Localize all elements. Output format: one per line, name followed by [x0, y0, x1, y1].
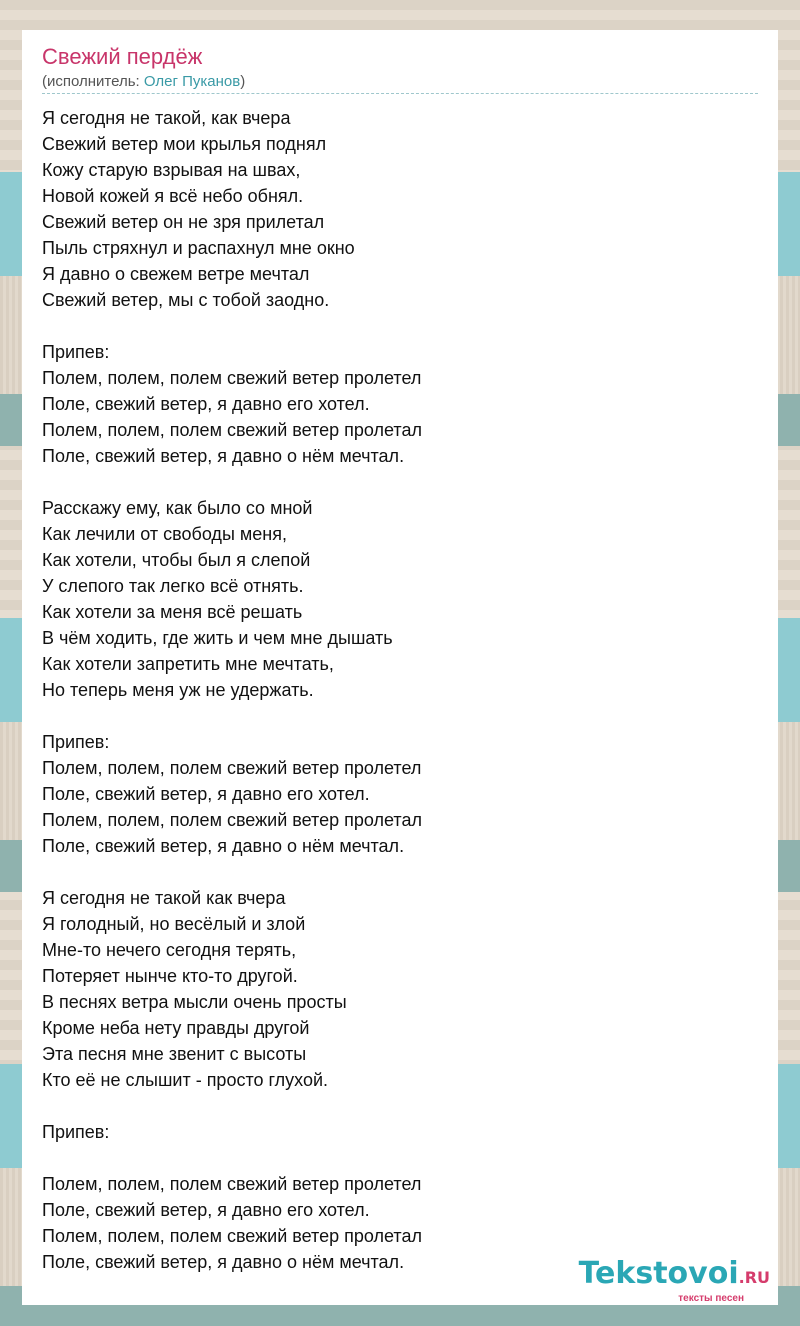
- logo-tagline: тексты песен: [678, 1293, 744, 1304]
- lyric-line: Пыль стряхнул и распахнул мне окно: [42, 238, 355, 258]
- logo-wordmark: [579, 1258, 770, 1294]
- logo-tld: .RU: [738, 1268, 770, 1287]
- lyric-line: Кожу старую взрывая на швах,: [42, 160, 301, 180]
- lyric-line: Расскажу ему, как было со мной: [42, 498, 313, 518]
- lyric-line: Свежий ветер мои крылья поднял: [42, 134, 327, 154]
- lyric-line: Припев:: [42, 1122, 110, 1142]
- lyric-line: Припев:: [42, 732, 110, 752]
- lyric-line: Я сегодня не такой как вчера: [42, 888, 286, 908]
- lyric-line: Я голодный, но весёлый и злой: [42, 914, 306, 934]
- lyric-blank-line: [42, 859, 758, 885]
- lyric-line: В чём ходить, где жить и чем мне дышать: [42, 628, 393, 648]
- lyric-line: Как хотели запретить мне мечтать,: [42, 654, 334, 674]
- lyric-line: Потеряет нынче кто-то другой.: [42, 966, 298, 986]
- lyrics-text: [42, 105, 758, 1275]
- lyric-blank-line: [42, 313, 758, 339]
- lyric-line: Полем, полем, полем свежий ветер пролетел: [42, 1174, 422, 1194]
- lyric-line: Я сегодня не такой, как вчера: [42, 108, 291, 128]
- lyric-line: Как хотели за меня всё решать: [42, 602, 303, 622]
- lyric-line: Новой кожей я всё небо обнял.: [42, 186, 304, 206]
- lyric-line: Как лечили от свободы меня,: [42, 524, 287, 544]
- lyric-line: Полем, полем, полем свежий ветер пролетел: [42, 758, 422, 778]
- artist-link[interactable]: Олег Пуканов: [143, 73, 241, 90]
- lyric-line: Полем, полем, полем свежий ветер пролетал: [42, 810, 422, 830]
- lyric-line: Я давно о свежем ветре мечтал: [42, 264, 310, 284]
- lyric-line: Полем, полем, полем свежий ветер пролетал: [42, 1226, 422, 1246]
- lyric-line: У слепого так легко всё отнять.: [42, 576, 304, 596]
- lyric-line: Кроме неба нету правды другой: [42, 1018, 310, 1038]
- lyric-blank-line: [42, 1093, 758, 1119]
- lyric-blank-line: [42, 1145, 758, 1171]
- lyric-line: Полем, полем, полем свежий ветер пролетел: [42, 368, 422, 388]
- lyric-line: Поле, свежий ветер, я давно о нём мечтал.: [42, 1252, 405, 1272]
- lyric-line: Поле, свежий ветер, я давно его хотел.: [42, 1200, 370, 1220]
- lyric-line: Эта песня мне звенит с высоты: [42, 1044, 307, 1064]
- lyric-line: Свежий ветер, мы с тобой заодно.: [42, 290, 330, 310]
- divider: [42, 93, 758, 94]
- song-title: Свежий пердёж: [42, 44, 203, 69]
- logo-name: Tekstovoi: [578, 1256, 739, 1291]
- lyric-line: В песнях ветра мысли очень просты: [42, 992, 347, 1012]
- artist-prefix: (исполнитель:: [42, 73, 144, 90]
- lyric-line: Поле, свежий ветер, я давно его хотел.: [42, 784, 370, 804]
- lyric-line: Свежий ветер он не зря прилетал: [42, 212, 325, 232]
- lyric-blank-line: [42, 469, 758, 495]
- site-logo[interactable]: [579, 1258, 770, 1304]
- lyric-line: Поле, свежий ветер, я давно о нём мечтал.: [42, 446, 405, 466]
- lyrics-card: [22, 30, 778, 1305]
- lyric-line: Припев:: [42, 342, 110, 362]
- lyric-line: Полем, полем, полем свежий ветер пролетал: [42, 420, 422, 440]
- artist-line: [42, 73, 245, 90]
- lyric-line: Как хотели, чтобы был я слепой: [42, 550, 311, 570]
- lyric-line: Мне-то нечего сегодня терять,: [42, 940, 297, 960]
- artist-suffix: ): [240, 73, 246, 90]
- lyric-line: Кто её не слышит - просто глухой.: [42, 1070, 329, 1090]
- lyric-line: Но теперь меня уж не удержать.: [42, 680, 314, 700]
- lyric-line: Поле, свежий ветер, я давно о нём мечтал.: [42, 836, 405, 856]
- lyric-blank-line: [42, 703, 758, 729]
- lyric-line: Поле, свежий ветер, я давно его хотел.: [42, 394, 370, 414]
